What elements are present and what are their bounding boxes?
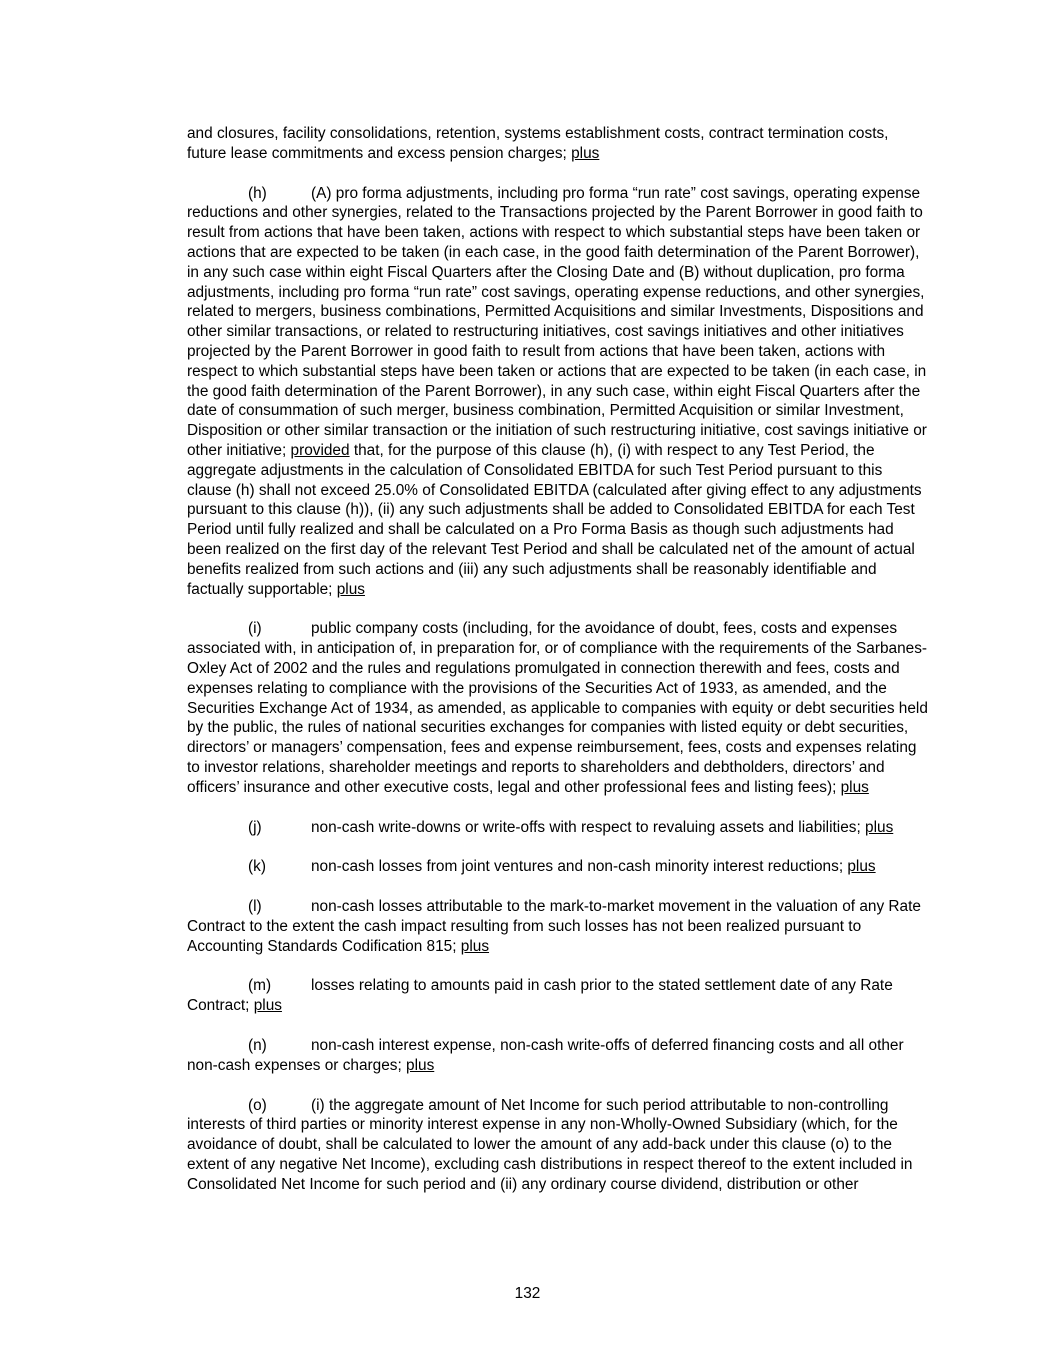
page-number: 132 — [514, 1285, 541, 1302]
clause-n — [187, 1036, 930, 1076]
clause-h-provided: provided — [290, 441, 350, 459]
clause-h-text-1: (A) pro forma adjustments, including pro forma “run rate” cost savings, operating expense reductions and other synergies, related to the Transactions projected by the Parent Borrower in good faith to result from actions that have been taken, actions with respect to which substantial steps have been taken or actions that are expected to be taken (in each case, in the good faith determination of the Parent Borrower), in any such case within eight Fiscal Quarters after the Closing Date and (B) without duplication, pro forma adjustments, including pro forma “run rate” cost savings, operating expense reductions, and other synergies, related to mergers, business combinations, Permitted Acquisitions and similar Investments, Dispositions and other similar transactions, or related to restructuring initiatives, cost savings initiatives and other initiatives projected by the Parent Borrower in good faith to result from actions that have been taken, actions with respect to which substantial steps have been taken or actions that are expected to be taken (in each case, in the good faith determination of the Parent Borrower), in any such case, within eight Fiscal Quarters after the date of consummation of such merger, business combination, Permitted Acquisition or similar Investment, Disposition or other similar transaction or the initiation of such restructuring initiative, cost savings initiative or other initiative; — [187, 184, 927, 459]
clause-j-plus: plus — [865, 818, 894, 836]
intro-plus: plus — [571, 144, 600, 162]
clause-i-plus: plus — [840, 778, 869, 796]
intro-paragraph — [187, 124, 930, 164]
clause-m-plus: plus — [253, 997, 282, 1015]
clause-j-marker: (j) — [248, 818, 262, 836]
clause-o-text: (i) the aggregate amount of Net Income for such period attributable to non-controlling interests of third parties or minority interest expense in any non-Wholly-Owned Subsidiary (which, for the avoidance of doubt, shall be calculated to lower the amount of any add-back under this clause (o) to the extent of any negative Net Income), excluding cash distributions in respect thereof to the extent included in Consolidated Net Income for such period and (ii) any ordinary course dividend, distribution or other — [187, 1096, 913, 1193]
clause-h-plus: plus — [336, 580, 365, 598]
clause-o-marker: (o) — [248, 1096, 267, 1114]
clause-k-plus: plus — [847, 858, 876, 876]
clause-k-text: non-cash losses from joint ventures and non-cash minority interest reductions; — [311, 858, 848, 876]
document-body — [187, 124, 930, 1215]
clause-l-plus: plus — [460, 937, 490, 955]
clause-h — [187, 184, 930, 600]
clause-h-text-2: that, for the purpose of this clause (h), (i) with respect to any Test Period, the aggregate adjustments in the calculation of Consolidated EBITDA for such Test Period pursuant to this clause (h) shall not exceed 25.0% of Consolidated EBITDA (calculated after giving effect to any adjustments pursuant to this clause (h)), (ii) any such adjustments shall be added to Consolidated EBITDA for each Test Period until fully realized and shall be calculated on a Pro Forma Basis as though such adjustments had been realized on the first day of the relevant Test Period and shall be calculated net of the amount of actual benefits realized from such actions and (iii) any such adjustments shall be reasonably identifiable and factually supportable; — [187, 441, 922, 598]
clause-k-marker: (k) — [248, 858, 266, 876]
clause-n-plus: plus — [406, 1056, 435, 1074]
clause-j-text: non-cash write-downs or write-offs with respect to revaluing assets and liabilities; — [311, 818, 866, 836]
clause-l-marker: (l) — [248, 898, 262, 916]
clause-l — [187, 897, 930, 956]
clause-m-marker: (m) — [248, 977, 272, 995]
clause-i — [187, 619, 930, 797]
clause-o — [187, 1096, 930, 1195]
clause-k — [187, 857, 930, 877]
intro-text: and closures, facility consolidations, retention, systems establishment costs, contract termination costs, future lease commitments and excess pension charges; — [187, 125, 889, 162]
clause-n-marker: (n) — [248, 1037, 267, 1055]
clause-h-marker: (h) — [248, 184, 267, 202]
clause-i-marker: (i) — [248, 620, 262, 638]
clause-m-text: losses relating to amounts paid in cash prior to the stated settlement date of any Rate Contract; — [187, 977, 893, 1015]
clause-l-text: non-cash losses attributable to the mark-to-market movement in the valuation of any Rate Contract to the extent the cash impact resulting from such losses has not been realized pursuant to Accounting Standards Codification 815; — [187, 898, 921, 955]
clause-j — [187, 818, 930, 838]
clause-i-text: public company costs (including, for the avoidance of doubt, fees, costs and expenses associated with, in anticipation of, in preparation for, or of compliance with the requirements of the Sarbanes- Oxley Act of 2002 and the rules and regulations promulgated in connection therewith and fees, costs and expenses relating to compliance with the provisions of the Securities Act of 1933, as amended, and the Securities Exchange Act of 1934, as amended, as applicable to companies with equity or debt securities held by the public, the rules of national securities exchanges for companies with listed equity or debt securities, directors’ or managers’ compensation, fees and expense reimbursement, fees, costs and expenses relating to investor relations, shareholder meetings and reports to shareholders and debtholders, directors’ and officers’ insurance and other executive costs, legal and other professional fees and listing fees); — [187, 620, 928, 796]
clause-m — [187, 976, 930, 1016]
clause-n-text: non-cash interest expense, non-cash write-offs of deferred financing costs and all other non-cash expenses or charges; — [187, 1037, 904, 1074]
